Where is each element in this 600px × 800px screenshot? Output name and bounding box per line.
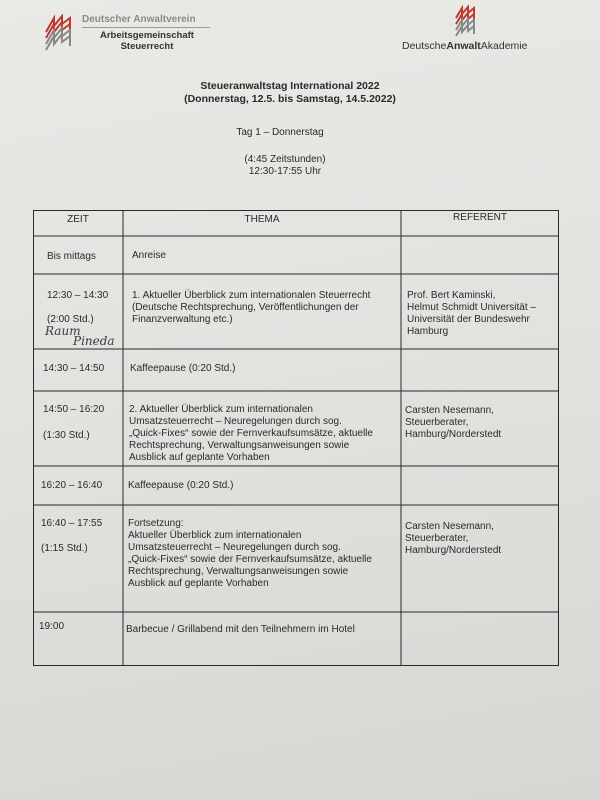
event-title: Steueranwaltstag International 2022	[200, 80, 380, 92]
speaker-line: Steuerberater,	[405, 533, 469, 544]
handwritten-note-line2: Pineda	[73, 334, 115, 348]
speaker-line: Carsten Nesemann,	[405, 405, 494, 416]
row-topic	[132, 290, 370, 326]
day-label: Tag 1 – Donnerstag	[236, 127, 324, 138]
row-time: 19:00	[39, 621, 65, 632]
column-header-thema: THEMA	[244, 214, 280, 225]
event-title-block	[160, 80, 420, 106]
topic-line: Rechtsprechung, Verwaltungsanweisungen sowie	[129, 440, 350, 451]
speaker-line: Carsten Nesemann,	[405, 521, 494, 532]
column-header-referent: REFERENT	[453, 212, 507, 223]
topic-line: Ausblick auf geplante Vorhaben	[128, 578, 269, 589]
topic-line: Umsatzsteuerrecht – Neuregelungen durch sog.	[128, 542, 341, 553]
dav-header	[82, 14, 212, 52]
event-dates: (Donnerstag, 12.5. bis Samstag, 14.5.2022)	[184, 93, 396, 105]
dav-logo-icon	[44, 14, 76, 54]
dav-ag-field: Steuerrecht	[120, 41, 174, 52]
row-speaker	[405, 405, 501, 441]
divider	[82, 27, 210, 28]
speaker-line: Hamburg/Norderstedt	[405, 429, 502, 440]
dav-ag-name: Arbeitsgemeinschaft	[100, 30, 194, 41]
row-speaker	[405, 521, 501, 557]
row-time: 16:40 – 17:55	[41, 518, 103, 529]
row-time: 14:50 – 16:20	[43, 404, 105, 415]
daa-name-part2: Anwalt	[446, 40, 481, 52]
topic-line: (Deutsche Rechtsprechung, Veröffentlichungen der	[132, 302, 359, 313]
row-topic: Kaffeepause (0:20 Std.)	[130, 363, 236, 374]
dav-org-name: Deutscher Anwaltverein	[82, 14, 196, 25]
speaker-line: Universität der Bundeswehr	[407, 314, 530, 325]
handwritten-note-line1: Raum	[45, 324, 81, 338]
speaker-line: Steuerberater,	[405, 417, 469, 428]
row-duration: (2:00 Std.)	[47, 314, 94, 325]
daa-name	[402, 40, 527, 52]
daa-logo-icon	[452, 4, 482, 38]
speaker-line: Prof. Bert Kaminski,	[407, 290, 496, 301]
row-time: Bis mittags	[47, 251, 96, 262]
row-topic: Kaffeepause (0:20 Std.)	[128, 480, 234, 491]
topic-line: Finanzverwaltung etc.)	[132, 314, 233, 325]
hours-block	[200, 154, 370, 178]
row-topic	[128, 518, 372, 590]
speaker-line: Hamburg	[407, 326, 449, 337]
topic-line: Ausblick auf geplante Vorhaben	[129, 452, 270, 463]
row-duration: (1:30 Std.)	[43, 430, 90, 441]
row-speaker	[407, 290, 536, 338]
row-time: 16:20 – 16:40	[41, 480, 103, 491]
row-topic	[129, 404, 373, 464]
topic-line: Umsatzsteuerrecht – Neuregelungen durch sog.	[129, 416, 342, 427]
daa-name-part3: Akademie	[480, 40, 528, 52]
column-header-zeit: ZEIT	[67, 214, 89, 225]
schedule-table	[33, 210, 559, 666]
row-duration: (1:15 Std.)	[41, 543, 88, 554]
row-topic: Anreise	[132, 250, 166, 261]
daa-name-part1: Deutsche	[402, 40, 447, 52]
row-topic: Barbecue / Grillabend mit den Teilnehmern im Hotel	[126, 624, 355, 635]
topic-line: „Quick-Fixes“ sowie der Fernverkaufsumsätze, aktuelle	[129, 428, 373, 439]
time-range: 12:30-17:55 Uhr	[248, 166, 322, 177]
topic-line: 2. Aktueller Überblick zum internationalen	[129, 404, 313, 415]
row-time: 12:30 – 14:30	[47, 290, 109, 301]
topic-line: Aktueller Überblick zum internationalen	[128, 530, 302, 541]
topic-line: 1. Aktueller Überblick zum internationalen Steuerrecht	[132, 290, 371, 301]
speaker-line: Helmut Schmidt Universität –	[407, 302, 536, 313]
topic-line: „Quick-Fixes“ sowie der Fernverkaufsumsätze, aktuelle	[128, 554, 372, 565]
row-time: 14:30 – 14:50	[43, 363, 105, 374]
speaker-line: Hamburg/Norderstedt	[405, 545, 502, 556]
topic-line: Rechtsprechung, Verwaltungsanweisungen sowie	[128, 566, 349, 577]
topic-line: Fortsetzung:	[128, 518, 184, 529]
hours-total: (4:45 Zeitstunden)	[244, 154, 326, 165]
